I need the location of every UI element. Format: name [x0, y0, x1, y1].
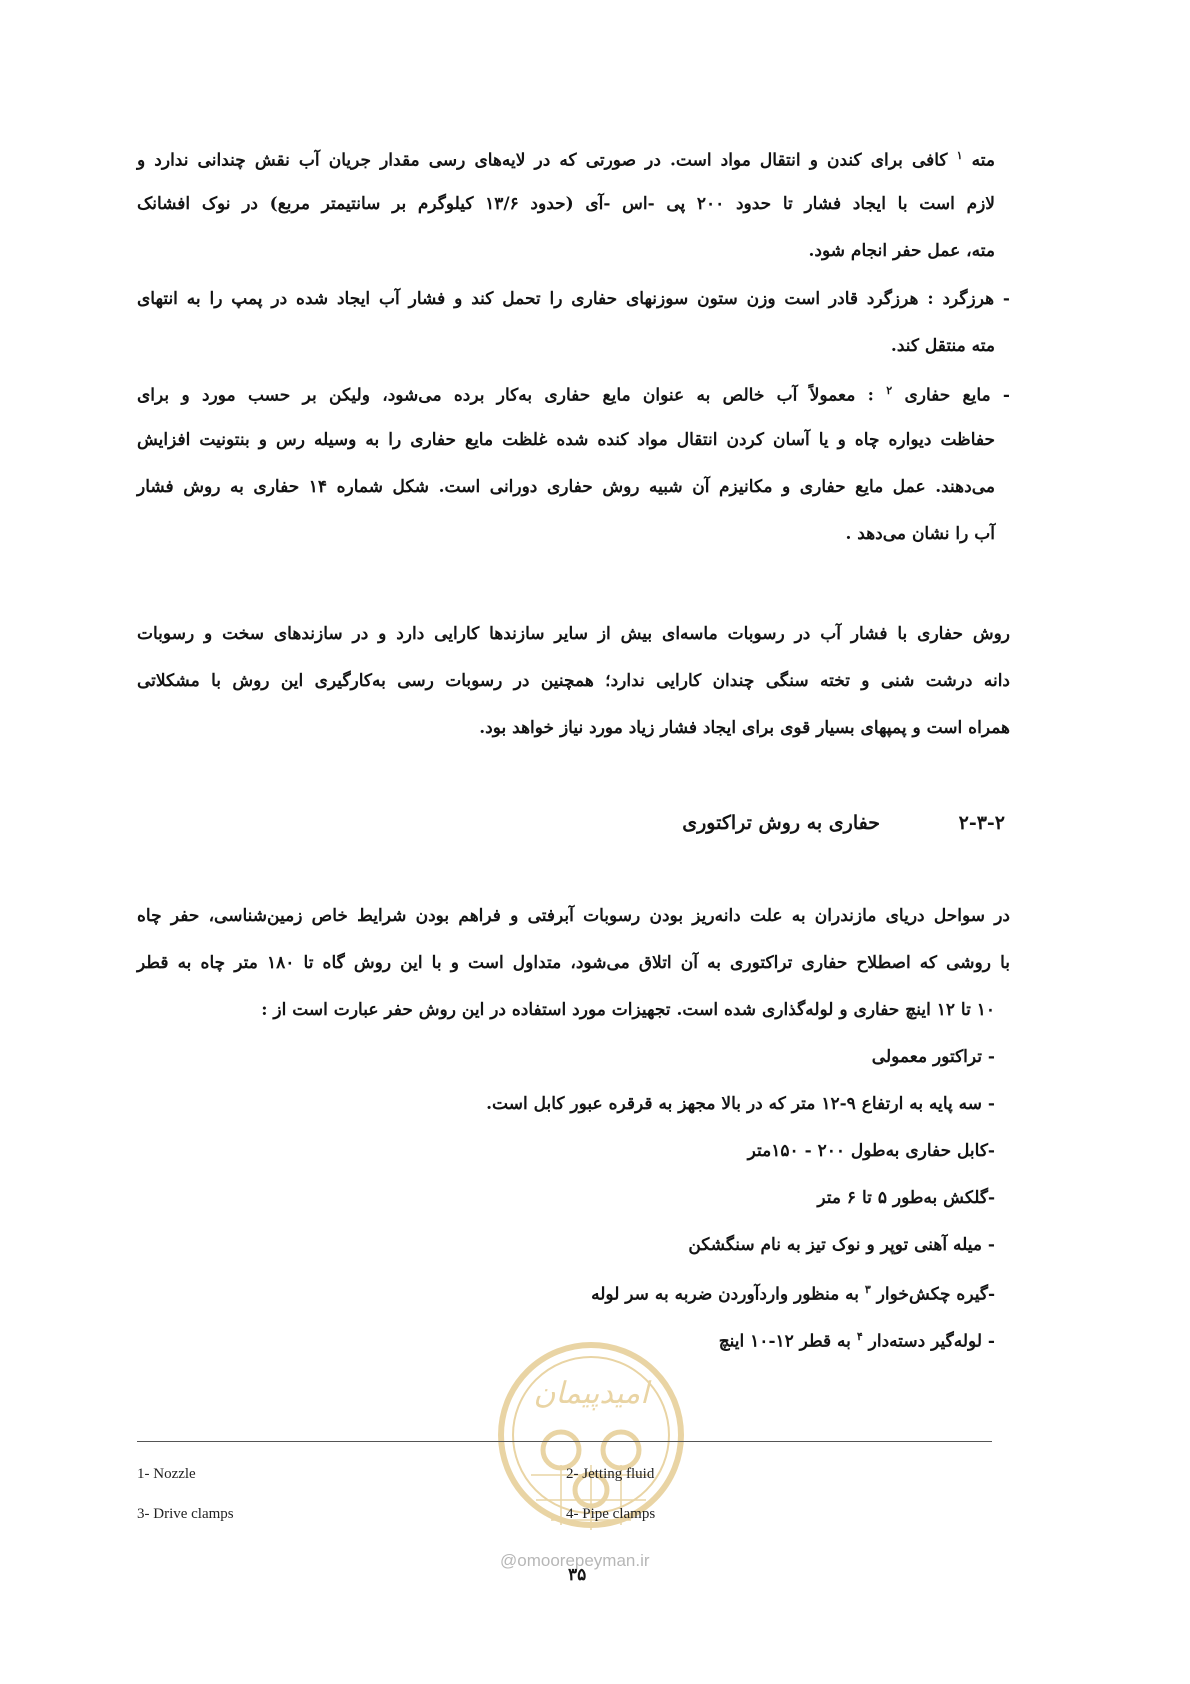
para1-lead: مته [971, 150, 995, 171]
para2-line-2: دانه درشت شنی و تخته سنگی چندان کارایی ندارد؛ همچنین در رسوبات رسی به‌کارگیری این روش با مشکلاتی [137, 671, 1010, 691]
bullet2-line-4: آب را نشان می‌دهد . [845, 524, 995, 544]
footnote-2: 2- Jetting fluid [566, 1466, 655, 1482]
bullet2-lead: - مایع حفاری [904, 385, 1010, 406]
footnote-mark-1: ۱ [956, 149, 963, 162]
watermark-logo-text: امیدپیمان [533, 1376, 649, 1411]
equipment-item-6-lead: -گیره چکش‌خوار [876, 1284, 995, 1305]
para3-line-3: ۱۰ تا ۱۲ اینچ حفاری و لوله‌گذاری شده است. تجهیزات مورد استفاده در این روش حفر عبارت است از : [261, 1000, 995, 1020]
watermark-url: @omoorepeyman.ir [500, 1551, 650, 1570]
equipment-item-7-text: به قطر ۱۲-۱۰ اینچ [718, 1331, 851, 1352]
equipment-item-4: -گلکش به‌طور ۵ تا ۶ متر [817, 1188, 995, 1208]
bullet1-line-1: - هرزگرد : هرزگرد قادر است وزن ستون سوزنهای حفاری را تحمل کند و فشار آب ایجاد شده در پمپ را به انتهای [137, 289, 1010, 309]
bullet2-line-1-text: : معمولاً آب خالص به عنوان مایع حفاری به‌کار برده می‌شود، ولیکن بر حسب مورد و برای [137, 385, 874, 406]
equipment-item-3: -کابل حفاری به‌طول ۲۰۰ - ۱۵۰متر [747, 1141, 995, 1161]
equipment-item-7 [719, 1331, 995, 1351]
footnote-mark-2: ۲ [886, 384, 893, 397]
page-number: ۳۵ [568, 1565, 587, 1585]
equipment-item-7-lead: - لوله‌گیر دسته‌دار [868, 1331, 995, 1352]
bullet2-line-2: حفاظت دیواره چاه و یا آسان کردن انتقال مواد کنده شده غلظت مایع حفاری را به وسیله رس و بنتونیت افزایش [137, 430, 995, 450]
para1-line-2: لازم است با ایجاد فشار تا حدود ۲۰۰ پی -اس -آی (حدود ۱۳/۶ کیلوگرم بر سانتیمتر مربع) در نوک افشانک [137, 194, 995, 214]
para2-line-1: روش حفاری با فشار آب در رسوبات ماسه‌ای بیش از سایر سازندها کارایی دارد و در سازندهای سخت و رسوبات [137, 624, 1010, 644]
bullet1-line-2: مته منتقل کند. [890, 336, 995, 356]
equipment-item-2: - سه پایه به ارتفاع ۹-۱۲ متر که در بالا مجهز به قرقره عبور کابل است. [486, 1094, 995, 1114]
footnote-mark-4: ۴ [856, 1330, 863, 1343]
para1-line-3: مته، عمل حفر انجام شود. [808, 241, 995, 261]
bullet2-line-3: می‌دهند. عمل مایع حفاری و مکانیزم آن شبیه روش حفاری دورانی است. شکل شماره ۱۴ حفاری به روش فشار [137, 477, 995, 497]
para3-line-1: در سواحل دریای مازندران به علت دانه‌ریز بودن رسوبات آبرفتی و فراهم بودن شرایط خاص زمین‌شناسی، حفر چاه [137, 906, 1010, 926]
para3-line-2: با روشی که اصطلاح حفاری تراکتوری به آن اتلاق می‌شود، متداول است و با این روش گاه تا ۱۸۰ متر چاه به قطر [137, 953, 1010, 973]
para1-line-1 [137, 150, 995, 170]
para2-line-3: همراه است و پمپهای بسیار قوی برای ایجاد فشار زیاد مورد نیاز خواهد بود. [479, 718, 1010, 738]
footnote-mark-3: ۳ [864, 1283, 871, 1296]
section-number: ۲-۳-۲ [958, 812, 1005, 834]
footnote-rule [137, 1441, 992, 1442]
footnote-1: 1- Nozzle [137, 1466, 196, 1482]
para1-line-1-text: کافی برای کندن و انتقال مواد است. در صورتی که در لایه‌های رسی مقدار جریان آب نقش چندانی ندارد و [137, 150, 948, 171]
equipment-item-6-text: به منظور واردآوردن ضربه به سر لوله [591, 1284, 859, 1305]
footnote-4: 4- Pipe clamps [566, 1506, 656, 1522]
equipment-item-1: - تراکتور معمولی [871, 1047, 995, 1067]
equipment-item-6 [591, 1284, 995, 1304]
equipment-item-5: - میله آهنی توپر و نوک تیز به نام سنگشکن [688, 1235, 995, 1255]
section-title: حفاری به روش تراکتوری [682, 812, 880, 834]
bullet2-line-1 [137, 385, 1010, 405]
footnote-3: 3- Drive clamps [137, 1506, 234, 1522]
